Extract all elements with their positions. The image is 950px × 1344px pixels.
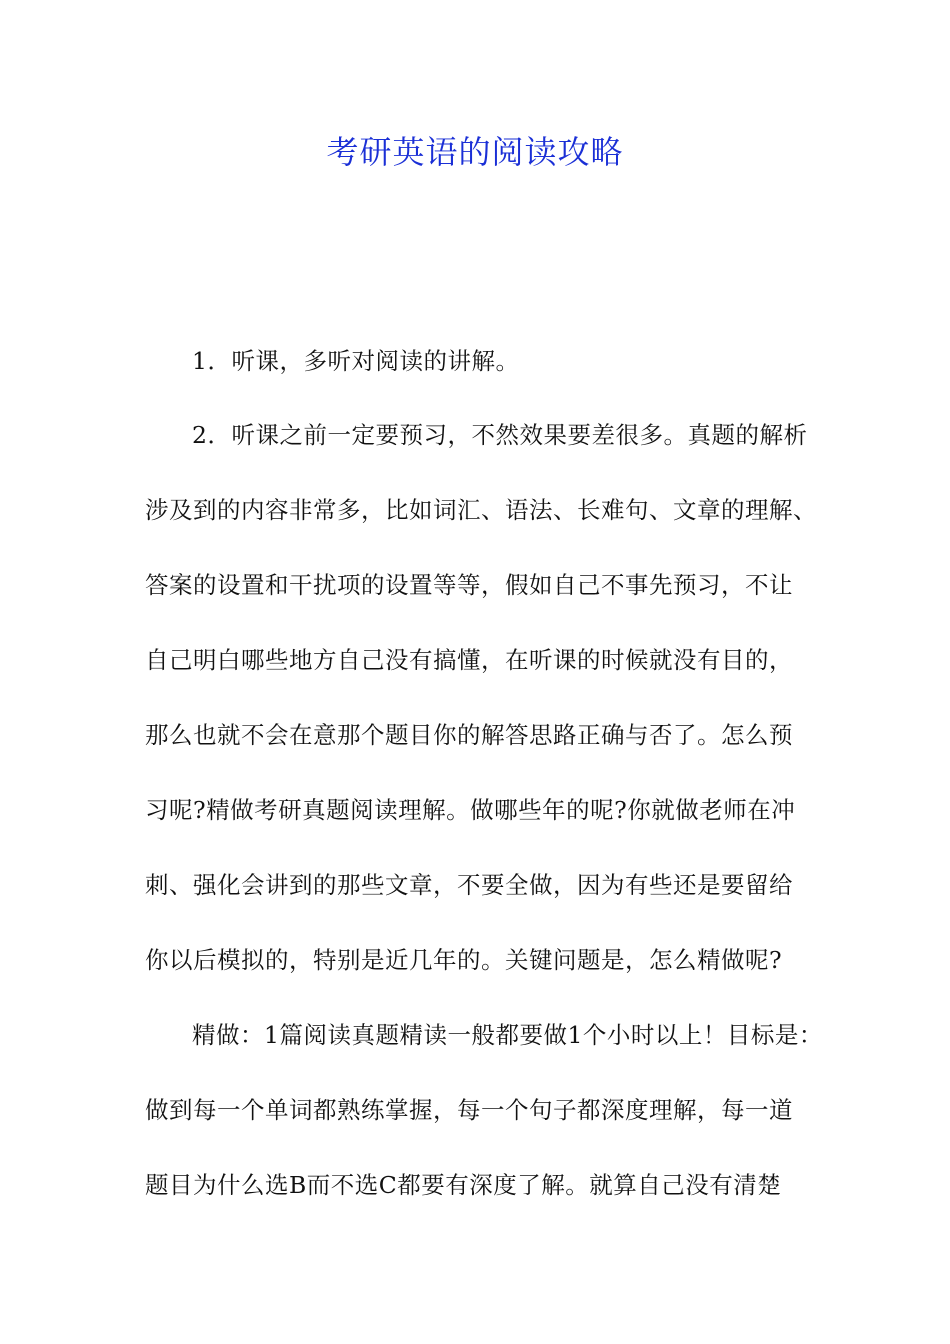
paragraph-2-line-8: 你以后模拟的，特别是近几年的。关键问题是，怎么精做呢? bbox=[145, 946, 783, 974]
paragraph-3-line-3: 题目为什么选B而不选C都要有深度了解。就算自己没有清楚 bbox=[145, 1171, 782, 1199]
paragraph-1-line-1: 1．听课，多听对阅读的讲解。 bbox=[192, 347, 520, 375]
document-title: 考研英语的阅读攻略 bbox=[326, 133, 624, 171]
paragraph-2-line-3: 答案的设置和干扰项的设置等等，假如自己不事先预习，不让 bbox=[145, 571, 793, 599]
paragraph-2-line-1: 2．听课之前一定要预习，不然效果要差很多。真题的解析 bbox=[192, 421, 808, 449]
paragraph-2-line-6: 习呢?精做考研真题阅读理解。做哪些年的呢?你就做老师在冲 bbox=[145, 796, 796, 824]
paragraph-2-line-4: 自己明白哪些地方自己没有搞懂，在听课的时候就没有目的， bbox=[145, 646, 793, 674]
paragraph-2-line-7: 刺、强化会讲到的那些文章，不要全做，因为有些还是要留给 bbox=[145, 871, 793, 899]
paragraph-3-line-2: 做到每一个单词都熟练掌握，每一个句子都深度理解，每一道 bbox=[145, 1096, 793, 1124]
paragraph-3-line-1: 精做：1篇阅读真题精读一般都要做1个小时以上！目标是： bbox=[192, 1021, 823, 1049]
paragraph-2-line-5: 那么也就不会在意那个题目你的解答思路正确与否了。怎么预 bbox=[145, 721, 793, 749]
paragraph-2-line-2: 涉及到的内容非常多，比如词汇、语法、长难句、文章的理解、 bbox=[145, 496, 817, 524]
